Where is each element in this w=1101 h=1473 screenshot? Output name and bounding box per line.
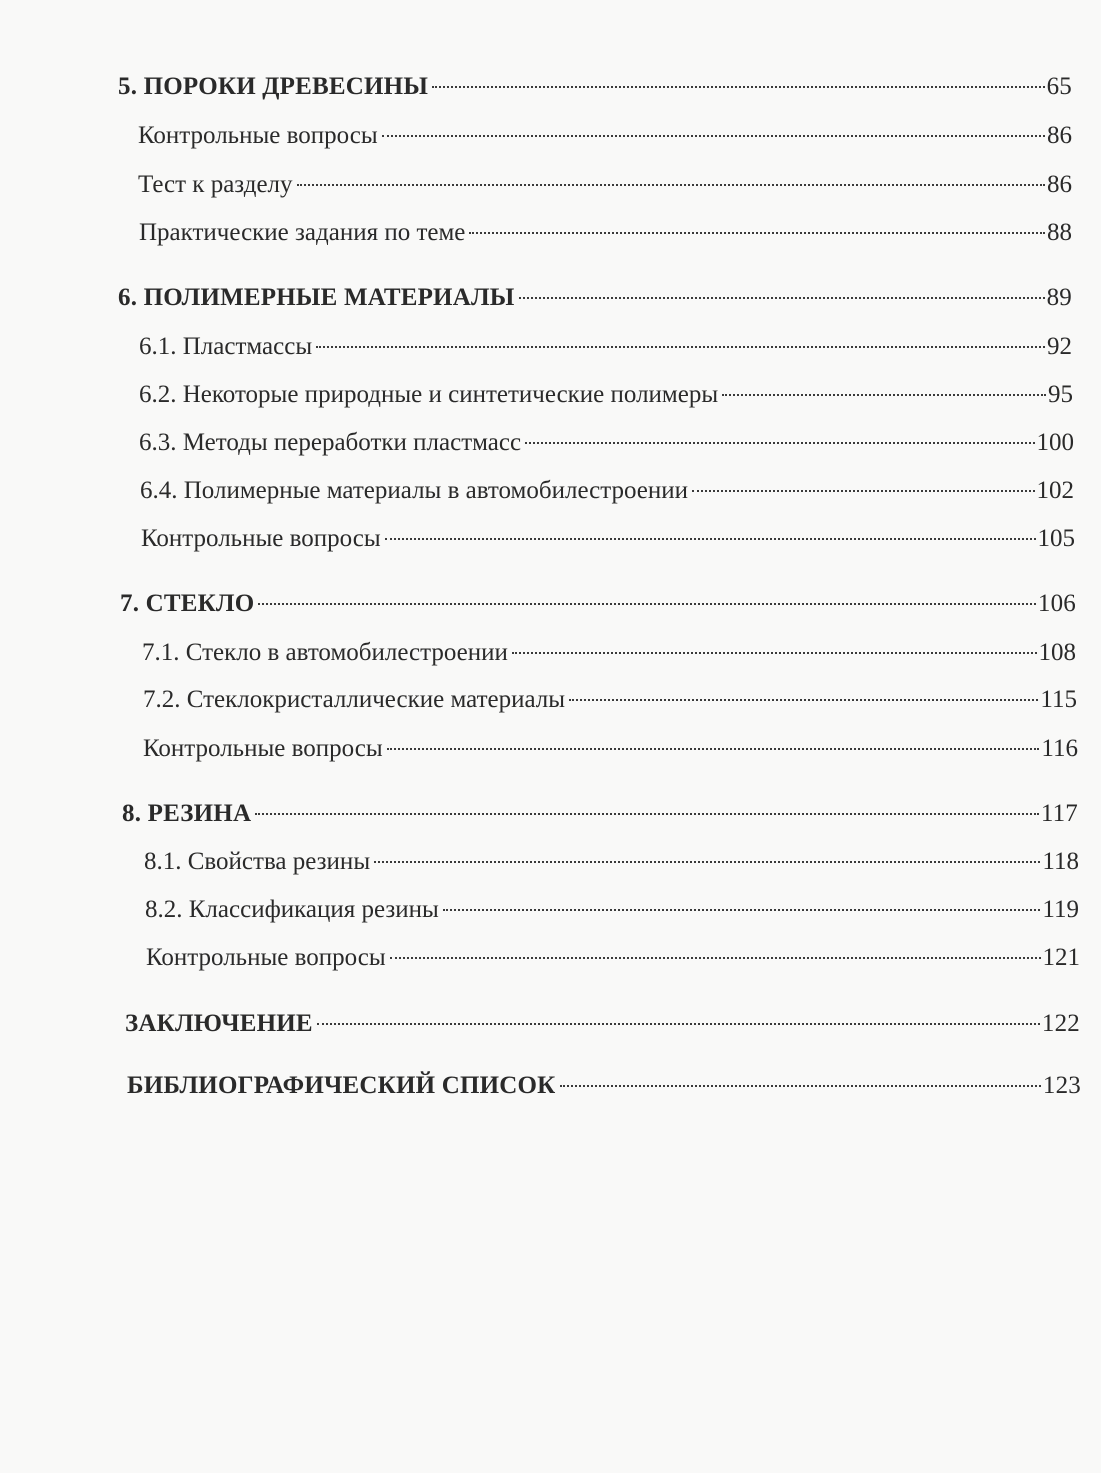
toc-entry-page: 86: [1047, 171, 1072, 198]
toc-entry-page: 122: [1041, 1010, 1080, 1037]
toc-entry-page: 117: [1040, 800, 1078, 827]
toc-entry-page: 105: [1037, 525, 1075, 552]
toc-entry-title: Контрольные вопросы: [141, 525, 381, 552]
toc-entry-6-2[interactable]: [139, 380, 1073, 410]
toc-entry-review-questions[interactable]: [138, 121, 1072, 151]
dot-leader: [692, 490, 1034, 492]
toc-entry-6-4[interactable]: [140, 476, 1074, 506]
toc-entry-8-1[interactable]: [144, 847, 1079, 877]
dot-leader: [722, 394, 1046, 396]
dot-leader: [512, 652, 1037, 654]
toc-entry-title: 6.2. Некоторые природные и синтетические полимеры: [139, 381, 719, 408]
dot-leader: [569, 699, 1038, 701]
toc-entry-review-questions[interactable]: [146, 943, 1080, 973]
toc-entry-page: 123: [1042, 1072, 1081, 1099]
toc-entry-page: 116: [1041, 735, 1078, 762]
toc-entry-chapter-5[interactable]: [118, 72, 1072, 102]
toc-entry-bibliography[interactable]: [127, 1071, 1081, 1101]
toc-entry-page: 108: [1038, 639, 1076, 666]
dot-leader: [390, 957, 1041, 959]
toc-entry-6-1[interactable]: [139, 332, 1072, 362]
toc-entry-page: 115: [1040, 686, 1077, 713]
toc-entry-8-2[interactable]: [145, 895, 1079, 925]
toc-entry-title: Тест к разделу: [138, 171, 293, 198]
toc-entry-title: 5. ПОРОКИ ДРЕВЕСИНЫ: [118, 73, 429, 100]
toc-entry-page: 92: [1047, 333, 1072, 360]
toc-entry-title: 6.4. Полимерные материалы в автомобилестроении: [140, 477, 689, 504]
toc-entry-title: 6. ПОЛИМЕРНЫЕ МАТЕРИАЛЫ: [118, 284, 515, 311]
toc-entry-title: ЗАКЛЮЧЕНИЕ: [125, 1010, 313, 1037]
toc-entry-title: БИБЛИОГРАФИЧЕСКИЙ СПИСОК: [127, 1072, 556, 1099]
dot-leader: [258, 603, 1035, 605]
toc-entry-chapter-7[interactable]: [120, 589, 1076, 619]
toc-entry-page: 102: [1036, 477, 1074, 504]
toc-entry-title: 7. СТЕКЛО: [120, 590, 255, 617]
dot-leader: [255, 813, 1039, 815]
toc-entry-page: 106: [1037, 590, 1076, 617]
dot-leader: [385, 538, 1036, 540]
toc-entry-title: Контрольные вопросы: [138, 122, 378, 149]
dot-leader: [297, 184, 1045, 186]
dot-leader: [317, 1023, 1040, 1025]
dot-leader: [374, 861, 1040, 863]
toc-entry-page: 95: [1048, 381, 1073, 408]
toc-entry-conclusion[interactable]: [125, 1009, 1080, 1039]
toc-entry-title: 8. РЕЗИНА: [122, 800, 252, 827]
toc-entry-page: 89: [1046, 284, 1072, 311]
toc-entry-page: 119: [1042, 896, 1079, 923]
dot-leader: [432, 86, 1045, 88]
dot-leader: [387, 748, 1040, 750]
toc-entry-page: 86: [1047, 122, 1072, 149]
dot-leader: [443, 909, 1041, 911]
dot-leader: [525, 442, 1034, 444]
toc-entry-practical-tasks[interactable]: [139, 218, 1072, 248]
toc-entry-chapter-8[interactable]: [122, 799, 1078, 829]
toc-entry-title: 7.2. Стеклокристаллические материалы: [143, 686, 566, 713]
toc-entry-title: 6.1. Пластмассы: [139, 333, 313, 360]
toc-entry-title: 8.2. Классификация резины: [145, 896, 439, 923]
toc-entry-review-questions[interactable]: [143, 734, 1078, 764]
toc-entry-title: 6.3. Методы переработки пластмасс: [139, 429, 522, 456]
toc-entry-title: Практические задания по теме: [139, 219, 466, 246]
dot-leader: [519, 297, 1045, 299]
toc-entry-7-1[interactable]: [142, 638, 1076, 668]
dot-leader: [560, 1085, 1041, 1087]
toc-entry-title: 7.1. Стекло в автомобилестроении: [142, 639, 508, 666]
toc-entry-review-questions[interactable]: [141, 524, 1075, 554]
toc-entry-page: 88: [1047, 219, 1072, 246]
toc-entry-page: 121: [1042, 944, 1080, 971]
dot-leader: [469, 232, 1045, 234]
dot-leader: [316, 346, 1045, 348]
toc-entry-title: 8.1. Свойства резины: [144, 848, 371, 875]
toc-entry-chapter-6[interactable]: [118, 283, 1072, 313]
toc-entry-title: Контрольные вопросы: [146, 944, 386, 971]
toc-entry-7-2[interactable]: [143, 685, 1077, 715]
toc-entry-page: 118: [1042, 848, 1079, 875]
toc-entry-6-3[interactable]: [139, 428, 1074, 458]
toc-entry-page: 65: [1046, 73, 1072, 100]
toc-entry-section-test[interactable]: [138, 170, 1072, 200]
toc-entry-page: 100: [1036, 429, 1074, 456]
dot-leader: [382, 135, 1045, 137]
toc-entry-title: Контрольные вопросы: [143, 735, 383, 762]
